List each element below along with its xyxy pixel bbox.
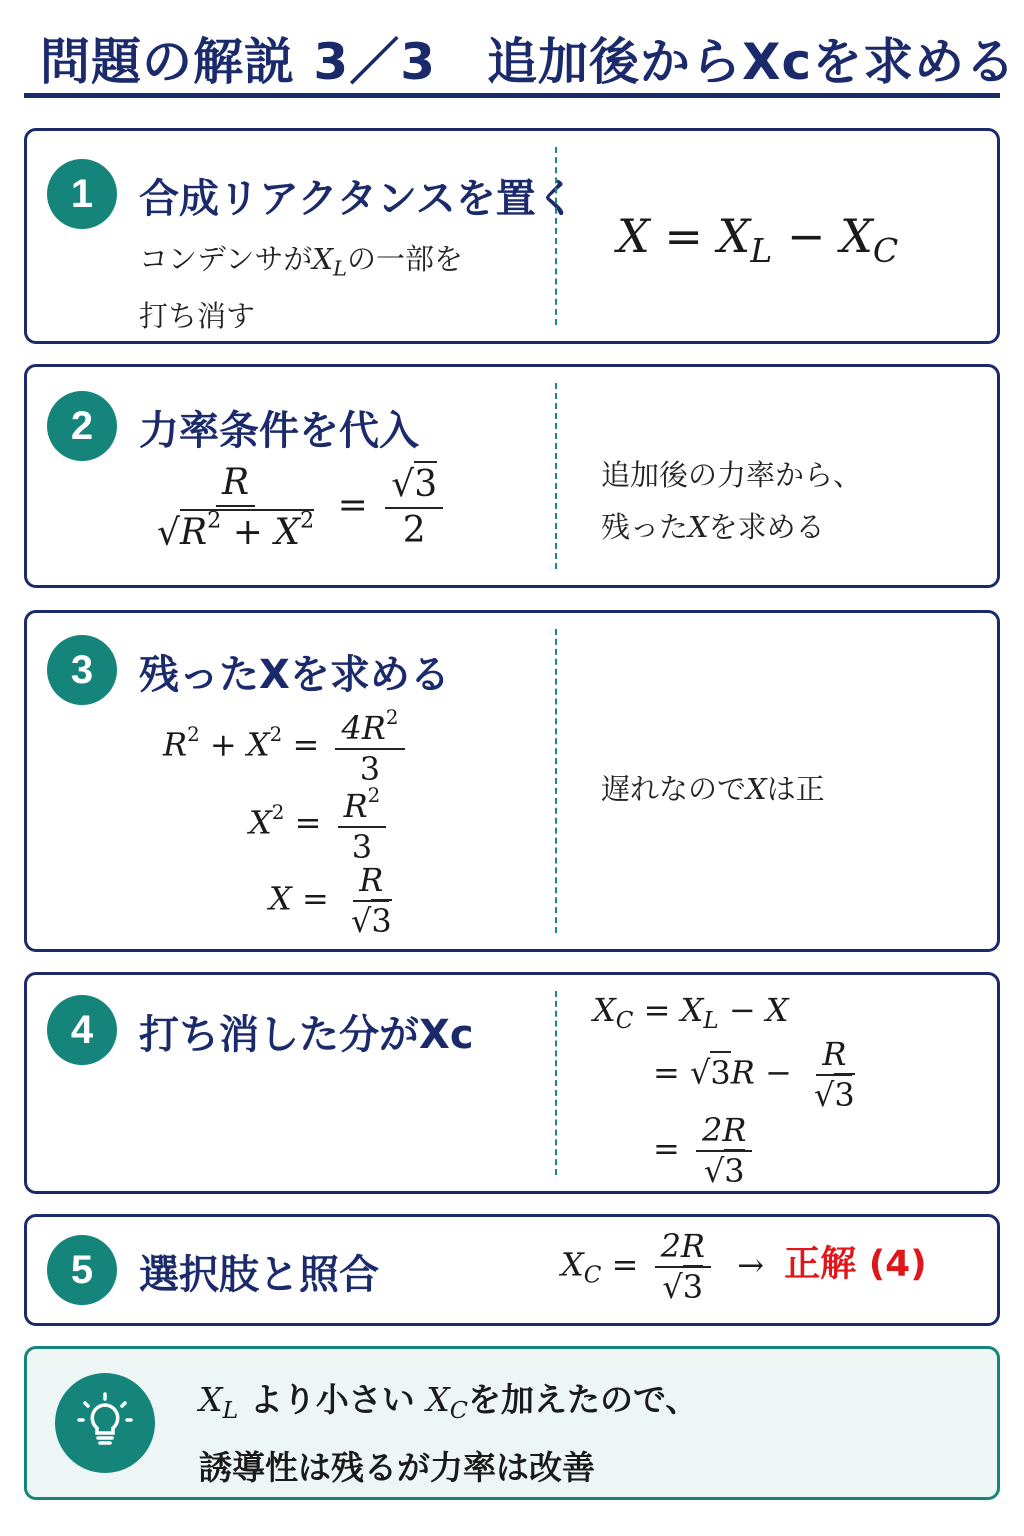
radicand: 3 [371, 899, 391, 940]
tip-text [199, 1371, 698, 1497]
fraction [655, 1229, 711, 1305]
denominator: 3 [351, 828, 373, 867]
dashed-divider [555, 147, 557, 325]
step-number-badge: 4 [47, 995, 117, 1065]
equation [145, 463, 449, 553]
eq-term: X [269, 879, 292, 918]
arrow-icon: → [737, 1245, 764, 1284]
tip-sub: L [222, 1396, 239, 1425]
denominator: 2 [402, 509, 426, 551]
eq-term: X [274, 512, 300, 554]
numerator: R [816, 1037, 852, 1076]
tip-sub: C [449, 1396, 468, 1425]
step-note [601, 765, 825, 813]
dashed-divider [555, 629, 557, 933]
title-underline [24, 93, 1000, 98]
tip-text-part: より小さい [238, 1380, 427, 1419]
tip-text-part: を加えたので、 [467, 1380, 699, 1419]
step-5-card [24, 1214, 1000, 1326]
exponent: 2 [299, 507, 315, 534]
note-text: は正 [766, 772, 825, 806]
step-heading: 合成リアクタンスを置く [139, 176, 576, 222]
eq-sign: = [611, 1245, 639, 1284]
sqrt-sign: √ [350, 902, 372, 941]
step-note [601, 449, 862, 553]
sqrt-sign: √ [391, 464, 415, 506]
note-sub: L [333, 256, 347, 281]
step-3-card [24, 610, 1000, 952]
eq-term: X [593, 991, 616, 1029]
note-var: X [688, 510, 709, 544]
eq-sign: = [301, 879, 329, 918]
tip-var: X [426, 1380, 450, 1419]
denominator: √3 [698, 1152, 751, 1189]
step-number-badge: 2 [47, 391, 117, 461]
eq-sub: L [703, 1007, 719, 1034]
dashed-divider [555, 383, 557, 569]
eq-sub: C [615, 1007, 634, 1034]
radicand: 3 [414, 461, 437, 505]
exponent: 2 [269, 722, 283, 746]
equation-line-1 [593, 991, 789, 1034]
step-4-card [24, 972, 1000, 1194]
eq-sign: = [653, 1129, 680, 1168]
fraction [151, 463, 320, 553]
exponent: 2 [207, 507, 222, 534]
eq-term: X [840, 209, 873, 263]
eq-sign: = [337, 484, 368, 526]
eq-term: R [163, 725, 188, 764]
lightbulb-icon-graphic [73, 1391, 137, 1455]
equation-line-3 [269, 863, 404, 939]
denominator [151, 507, 320, 553]
numerator: R [216, 463, 255, 507]
step-1-card [24, 128, 1000, 344]
correct-answer: 正解 (4) [784, 1243, 927, 1285]
eq-sign: − [728, 991, 756, 1029]
eq-term: X [680, 991, 704, 1029]
tip-text-part: 誘導性は残るが力率は改善 [199, 1448, 595, 1488]
eq-term: X [617, 209, 650, 263]
numerator [385, 465, 443, 509]
tip-var: X [199, 1380, 223, 1419]
eq-sub: C [583, 1262, 602, 1289]
eq-term: X [717, 209, 751, 263]
sqrt-sign: √ [689, 1053, 711, 1092]
denominator [345, 902, 398, 939]
eq-term: R [179, 512, 208, 554]
step-heading: 残ったXを求める [139, 652, 450, 698]
step-number-badge: 3 [47, 635, 117, 705]
step-heading: 力率条件を代入 [139, 408, 419, 454]
equation-line-1 [163, 707, 411, 787]
fraction [808, 1037, 861, 1113]
eq-term: R [730, 1053, 755, 1092]
equation-line-2 [249, 785, 392, 865]
denominator: 3 [359, 750, 381, 789]
fraction [338, 785, 387, 865]
eq-sign: + [209, 725, 237, 764]
numerator: R [353, 863, 389, 902]
eq-term: X [246, 725, 270, 764]
note-text: コンデンサが [139, 242, 313, 276]
fraction [345, 863, 398, 939]
exponent: 2 [187, 722, 200, 746]
eq-sign: = [643, 991, 671, 1029]
radicand: 3 [710, 1051, 730, 1092]
note-var: X [746, 772, 767, 806]
eq-sign: − [786, 209, 826, 263]
eq-sign: + [232, 512, 263, 554]
eq-term: X [765, 991, 789, 1029]
note-var: X [312, 242, 334, 276]
fraction [385, 465, 443, 550]
numerator: 2R [655, 1229, 711, 1268]
note-text: 遅れなので [601, 772, 747, 806]
eq-sign: = [653, 1053, 680, 1092]
step-number-badge: 5 [47, 1235, 117, 1305]
answer-equation [561, 1229, 927, 1305]
eq-sign: = [292, 725, 320, 764]
lightbulb-icon [55, 1373, 155, 1473]
step-2-card [24, 364, 1000, 588]
fraction [696, 1113, 752, 1189]
eq-sign: = [664, 209, 703, 263]
exponent: 2 [271, 800, 285, 824]
note-text: 残った [601, 510, 689, 544]
denominator: √3 [656, 1268, 709, 1305]
equation-line-3 [653, 1113, 758, 1189]
dashed-divider [555, 991, 557, 1175]
step-number-badge: 1 [47, 159, 117, 229]
note-text: 追加後の力率から、 [601, 458, 863, 492]
numerator: 2R [696, 1113, 752, 1152]
sqrt-sign: √ [157, 512, 180, 554]
tip-box [24, 1346, 1000, 1500]
eq-sign: = [294, 803, 322, 842]
eq-sign: − [765, 1053, 792, 1092]
equation-line-2 [653, 1037, 867, 1113]
eq-sub: L [750, 230, 773, 270]
page-title: 問題の解説 3／3 追加後からXcを求める [40, 33, 1017, 91]
step-heading: 打ち消した分がXc [139, 1012, 474, 1058]
numerator: $R^2$ [338, 785, 387, 828]
note-text: 打ち消す [139, 299, 256, 334]
step-note [139, 235, 463, 340]
step-heading: 選択肢と照合 [139, 1252, 379, 1298]
fraction [335, 707, 404, 787]
note-text: を求める [708, 510, 825, 544]
eq-term: X [561, 1245, 584, 1284]
note-text: の一部を [346, 242, 463, 276]
numerator: $4R^2$ [335, 707, 404, 750]
equation [617, 209, 898, 270]
eq-sub: C [872, 230, 899, 270]
denominator: √3 [808, 1076, 861, 1113]
eq-term: X [249, 803, 272, 842]
